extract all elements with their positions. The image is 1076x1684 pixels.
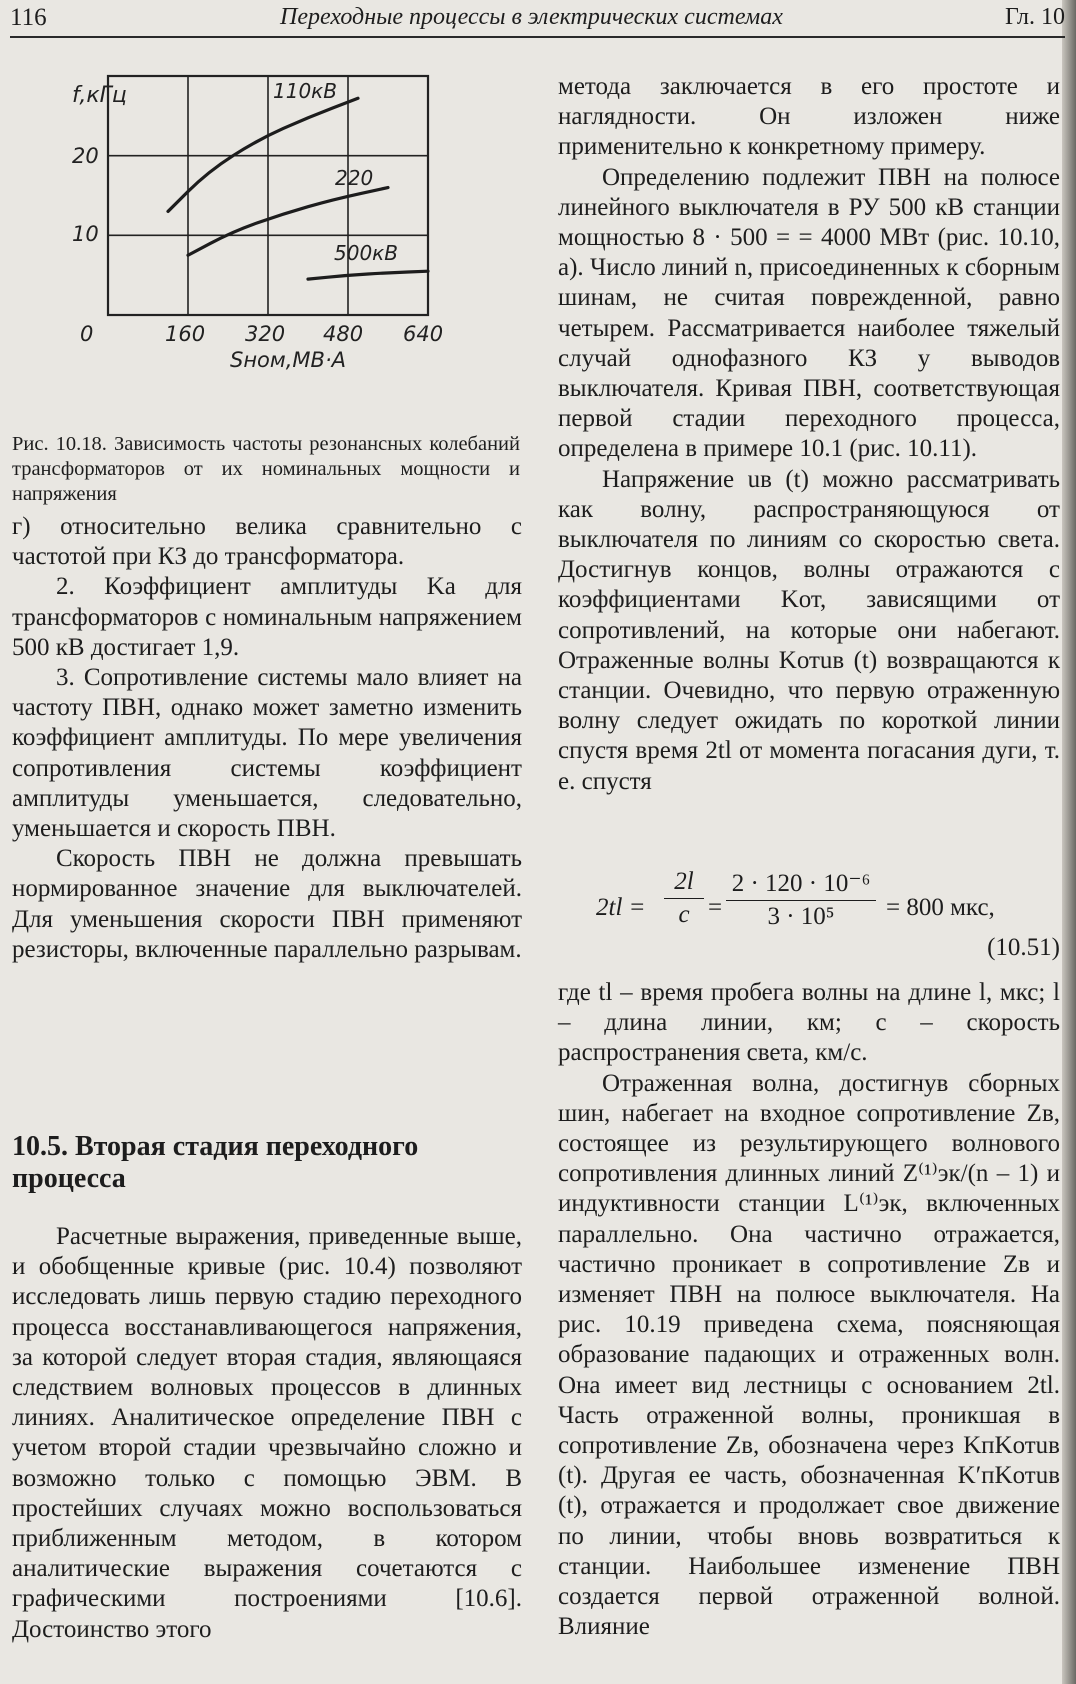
equation-number: (10.51): [987, 934, 1060, 961]
page-number: 116: [10, 4, 47, 31]
paragraph: Скорость ПВН не должна превышать нормированное значение для выключателей. Для уменьшения скорости ПВН применяют резисторы, включенные параллельно разрывам.: [12, 845, 522, 963]
x-tick-640: 640: [403, 322, 444, 346]
figure-caption: Рис. 10.18. Зависимость частоты резонансных колебаний трансформаторов от их номинальных мощности и напряжения: [12, 433, 520, 505]
curve-label-110kv: 110кВ: [273, 79, 337, 103]
x-tick-320: 320: [245, 322, 286, 346]
paragraph: метода заключается в его простоте и наглядности. Он изложен ниже применительно к конкретному примеру.: [558, 73, 1060, 161]
chart-grid: [108, 76, 428, 315]
y-tick-0: 0: [80, 322, 94, 346]
paragraph: г) относительно велика сравнительно с частотой при КЗ до трансформатора.: [12, 513, 522, 571]
paragraph: Расчетные выражения, приведенные выше, и обобщенные кривые (рис. 10.4) позволяют исследовать лишь первую стадию переходного процесса восстанавливающегося напряжения, за которой следует вторая стадия, являющаяся следствием волновых процессов в длинных линиях. Аналитическое определение ПВН с учетом второй стадии чрезвычайно сложно и возможно только с помощью ЭВМ. В простейших случаях можно воспользоваться приближенным методом, в котором аналитические выражения сочетаются с графическими построениями [10.6]. Достоинство этого: [12, 1223, 522, 1643]
page-header: [10, 2, 1065, 38]
y-axis-label: f,кГц: [72, 83, 127, 108]
paragraph: Определению подлежит ПВН на полюсе линейного выключателя в РУ 500 кВ станции мощностью 8 · 500 = = 4000 МВт (рис. 10.10, а). Число линий n, присоединенных к сборным шинам, не считая поврежденной, равно четырем. Рассматривается наиболее тяжелый случай однофазного КЗ у выводов выключателя. Кривая ПВН, соответствующая первой стадии переходного процесса, определена в примере 10.1 (рис. 10.11).: [558, 163, 1060, 463]
right-column-upper: [558, 72, 1060, 797]
curve-label-500kv: 500кВ: [334, 241, 398, 265]
chapter-label: Гл. 10: [1004, 4, 1065, 30]
formula-fraction-2: [726, 868, 876, 931]
left-column-lower: [12, 1222, 522, 1645]
right-column-lower: [558, 978, 1060, 1642]
paragraph: Отраженная волна, достигнув сборных шин, набегает на входное сопротивление Zв, состоящее из результирующего волнового сопротивления длинных линий Z⁽¹⁾эк/(n – 1) и индуктивности станции L⁽¹⁾эк, включенных параллельно. Она частично отражается, частично проникает в сопротивление Zв и изменяет ПВН на полюсе выключателя. На рис. 10.19 приведена схема, поясняющая образование падающих и отраженных волн. Она имеет вид лестницы с основанием 2tl. Часть отраженной волны, проникшая в сопротивление Zв, обозначена через KпKотuв (t). Другая ее часть, обозначенная K′пKотuв (t), отражается и продолжает свое движение по линии, чтобы вновь возвратиться к станции. Наибольшее изменение ПВН создается первой отраженной волной. Влияние: [558, 1069, 1060, 1641]
fraction-denominator: 3 · 10⁵: [767, 903, 835, 930]
formula-rhs: = 800 мкс,: [886, 894, 995, 921]
curve-label-220: 220: [335, 166, 374, 190]
paragraph: где tl – время пробега волны на длине l, мкс; l – длина линии, км; c – скорость распространения света, км/с.: [558, 979, 1060, 1067]
fraction-numerator: 2 · 120 · 10⁻⁶: [731, 870, 871, 897]
formula-fraction-1: [664, 868, 704, 929]
series-curve-2: [308, 271, 428, 279]
equation-10-51: [596, 868, 1060, 964]
y-tick-20: 20: [72, 144, 99, 168]
paragraph: 3. Сопротивление системы мало влияет на частоту ПВН, однако может заметно изменить коэффициент амплитуды. По мере увеличения сопротивления системы коэффициент амплитуды уменьшается, следовательно, уменьшается и скорость ПВН.: [12, 664, 522, 843]
left-column-upper: [12, 512, 522, 965]
x-axis-label: Sном,МВ·А: [230, 348, 346, 372]
page-edge-shadow: [1062, 0, 1076, 1684]
section-heading: 10.5. Вторая стадия переходного процесса: [12, 1131, 419, 1194]
fraction-numerator: 2l: [674, 868, 694, 895]
paragraph: Напряжение uв (t) можно рассматривать как волну, распространяющуюся от выключателя по линиям со скоростью света. Достигнув концов, волны отражаются с коэффициентами Kот, зависящими от сопротивлений, на которые они набегают. Отраженные волны Kотuв (t) возвращаются к станции. Очевидно, что первую отраженную волну следует ожидать по короткой линии спустя время 2tl от момента погасания дуги, т. е. спустя: [558, 465, 1060, 795]
running-title: Переходные процессы в электрических системах: [280, 4, 783, 30]
x-tick-480: 480: [323, 322, 364, 346]
fraction-denominator: c: [678, 901, 690, 928]
frequency-chart: [60, 60, 500, 420]
formula-lhs: 2tl =: [596, 894, 646, 921]
y-tick-10: 10: [72, 222, 99, 246]
formula-equals: =: [708, 894, 723, 921]
figure-10-18: [60, 60, 500, 420]
x-tick-160: 160: [165, 322, 206, 346]
paragraph: 2. Коэффициент амплитуды Kа для трансформаторов с номинальным напряжением 500 кВ достигает 1,9.: [12, 573, 522, 661]
